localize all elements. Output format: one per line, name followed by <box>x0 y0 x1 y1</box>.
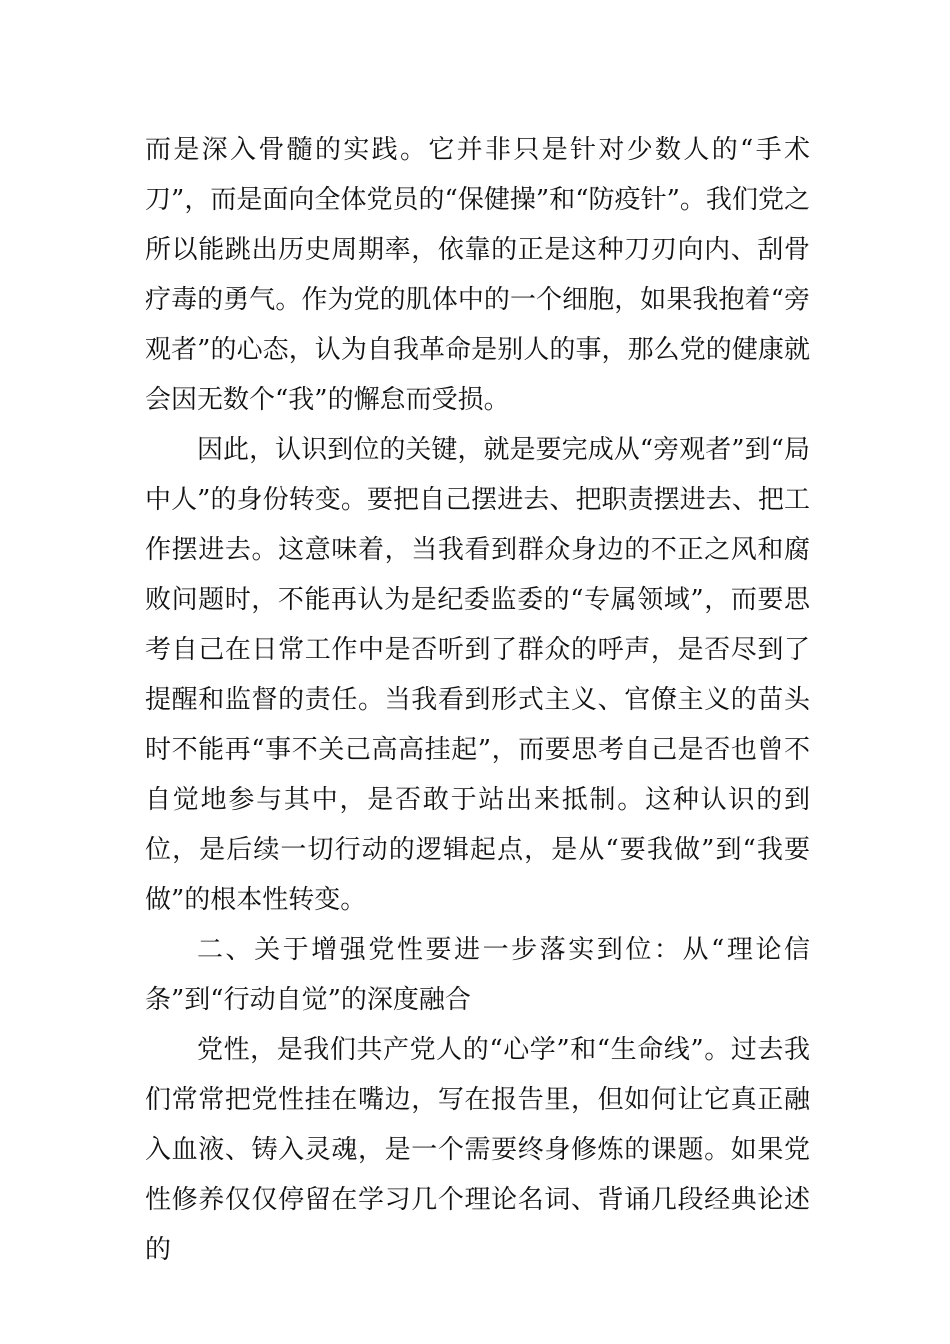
paragraph-continuation: 而是深入骨髓的实践。它并非只是针对少数人的“手术刀”，而是面向全体党员的“保健操”和“防疫针”。我们党之所以能跳出历史周期率，依靠的正是这种刀刃向内、刮骨疗毒的勇气。作为党的肌体中的一个细胞，如果我抱着“旁观者”的心态，认为自我革命是别人的事，那么党的健康就会因无数个“我”的懈怠而受损。 <box>145 135 810 415</box>
paragraph-party-spirit: 党性，是我们共产党人的“心学”和“生命线”。过去我们常常把党性挂在嘴边，写在报告里，但如何让它真正融入血液、铸入灵魂，是一个需要终身修炼的课题。如果党性修养仅仅停留在学习几个理论名词、背诵几段经典论述的 <box>145 1035 810 1265</box>
paragraph-identity-shift: 因此，认识到位的关键，就是要完成从“旁观者”到“局中人”的身份转变。要把自己摆进去、把职责摆进去、把工作摆进去。这意味着，当我看到群众身边的不正之风和腐败问题时，不能再认为是纪委监委的“专属领域”，而要思考自己在日常工作中是否听到了群众的呼声，是否尽到了提醒和监督的责任。当我看到形式主义、官僚主义的苗头时不能再“事不关己高高挂起”，而要思考自己是否也曾不自觉地参与其中，是否敢于站出来抵制。这种认识的到位，是后续一切行动的逻辑起点，是从“要我做”到“我要做”的根本性转变。 <box>145 435 810 915</box>
section-heading-party-spirit: 二、关于增强党性要进一步落实到位：从“理论信条”到“行动自觉”的深度融合 <box>145 935 810 1015</box>
document-body <box>145 125 810 1275</box>
